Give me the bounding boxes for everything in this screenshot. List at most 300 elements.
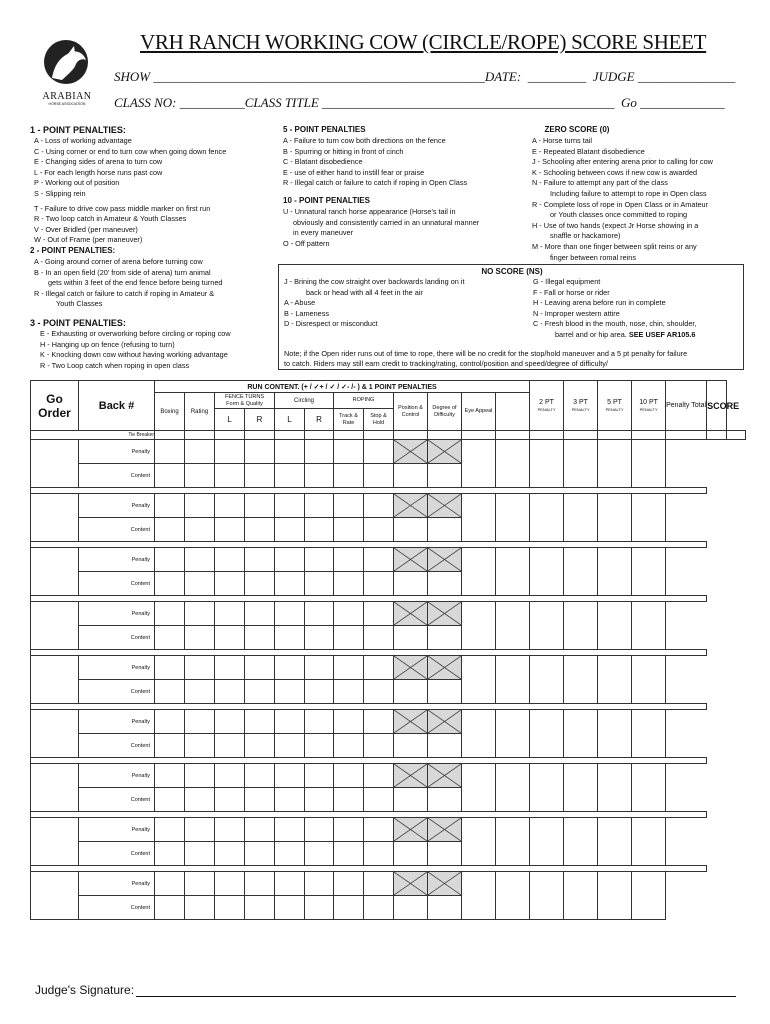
degree-crossed-cell <box>394 764 428 788</box>
tie-cell[interactable] <box>598 431 632 440</box>
score-cell[interactable] <box>632 818 666 866</box>
point-penalty-cell[interactable] <box>564 602 598 650</box>
penalty-cell[interactable] <box>364 656 394 680</box>
header-label: 2 PT <box>539 398 554 406</box>
score-cell[interactable] <box>632 494 666 542</box>
penalty-cell[interactable] <box>185 872 215 896</box>
penalty-cell[interactable] <box>215 764 245 788</box>
penalty-cell[interactable] <box>155 818 185 842</box>
row-label: Content <box>130 904 150 911</box>
content-cell[interactable] <box>428 464 462 488</box>
content-cell[interactable] <box>364 518 394 542</box>
content-cell[interactable] <box>155 518 185 542</box>
tie-cell[interactable] <box>245 431 275 440</box>
penalty-cell[interactable] <box>185 710 215 734</box>
content-cell[interactable] <box>305 734 334 758</box>
penalty-cell[interactable] <box>155 440 185 464</box>
penalty-cell[interactable] <box>275 872 305 896</box>
run-content-header: RUN CONTENT. (+ / ✓+ / ✓ / ✓- /- ) & 1 POINT PENALTIES <box>155 381 530 393</box>
tie-cell[interactable] <box>707 431 726 440</box>
content-cell[interactable] <box>185 572 215 596</box>
tie-cell[interactable] <box>726 431 745 440</box>
content-cell[interactable] <box>305 896 334 920</box>
content-cell[interactable] <box>364 626 394 650</box>
point-penalty-cell[interactable] <box>564 440 598 488</box>
row-label: Penalty <box>131 826 150 833</box>
content-cell[interactable] <box>275 626 305 650</box>
content-cell[interactable] <box>185 896 215 920</box>
penalty-total-cell[interactable] <box>598 548 632 596</box>
penalty-cell[interactable] <box>364 440 394 464</box>
penalty-cell[interactable] <box>305 872 334 896</box>
tie-cell[interactable] <box>334 431 364 440</box>
content-cell[interactable] <box>334 572 364 596</box>
no-score-box <box>278 264 744 370</box>
penalty-cell[interactable] <box>155 872 185 896</box>
point-penalty-cell[interactable] <box>530 818 564 866</box>
content-cell[interactable] <box>334 896 364 920</box>
penalty-total-cell[interactable] <box>598 764 632 812</box>
degree-crossed-cell <box>394 548 428 572</box>
signature-line[interactable] <box>136 996 736 997</box>
content-cell[interactable] <box>155 842 185 866</box>
content-cell[interactable] <box>215 680 245 704</box>
content-cell[interactable] <box>275 518 305 542</box>
point-penalty-cell[interactable] <box>496 764 530 812</box>
penalty-cell[interactable] <box>215 494 245 518</box>
point-penalty-cell[interactable] <box>564 548 598 596</box>
penalty-cell[interactable] <box>185 494 215 518</box>
one-point-penalties <box>30 124 280 246</box>
content-cell[interactable] <box>215 518 245 542</box>
penalty-cell[interactable] <box>364 764 394 788</box>
point-penalty-cell[interactable] <box>564 764 598 812</box>
point-penalty-cell[interactable] <box>462 872 496 920</box>
content-cell[interactable] <box>245 842 275 866</box>
penalty-cell[interactable] <box>245 764 275 788</box>
score-cell[interactable] <box>632 602 666 650</box>
tie-cell[interactable] <box>305 431 334 440</box>
penalty-cell[interactable] <box>364 548 394 572</box>
eye-appeal-crossed-cell <box>428 602 462 626</box>
penalty-cell[interactable] <box>245 440 275 464</box>
penalty-cell[interactable] <box>334 818 364 842</box>
content-cell[interactable] <box>185 626 215 650</box>
content-cell[interactable] <box>155 734 185 758</box>
content-cell[interactable] <box>394 518 428 542</box>
point-penalty-cell[interactable] <box>462 710 496 758</box>
crossed-out-icon <box>428 602 461 625</box>
penalty-total-cell[interactable] <box>598 710 632 758</box>
tie-cell[interactable] <box>155 431 185 440</box>
penalty-cell[interactable] <box>334 602 364 626</box>
rider-penalty-row <box>31 818 746 842</box>
content-cell[interactable] <box>305 572 334 596</box>
point-penalty-cell[interactable] <box>564 818 598 866</box>
penalty-line: E - Exhausting or overworking before circling or roping cow <box>40 329 231 338</box>
content-cell[interactable] <box>334 842 364 866</box>
eye-appeal-crossed-cell <box>428 764 462 788</box>
content-cell[interactable] <box>245 680 275 704</box>
point-penalty-cell[interactable] <box>462 764 496 812</box>
content-cell[interactable] <box>364 896 394 920</box>
content-cell[interactable] <box>155 626 185 650</box>
point-penalty-cell[interactable] <box>496 872 530 920</box>
content-row-label <box>79 464 155 488</box>
tie-cell[interactable] <box>394 431 428 440</box>
penalty-total-cell[interactable] <box>598 656 632 704</box>
go-order-cell[interactable] <box>31 440 79 488</box>
content-cell[interactable] <box>428 626 462 650</box>
penalty-row-label <box>79 710 155 734</box>
content-cell[interactable] <box>185 464 215 488</box>
penalty-total-cell[interactable] <box>598 602 632 650</box>
content-cell[interactable] <box>185 734 215 758</box>
penalty-cell[interactable] <box>275 602 305 626</box>
score-cell[interactable] <box>632 710 666 758</box>
point-penalty-cell[interactable] <box>496 494 530 542</box>
penalty-cell[interactable] <box>275 494 305 518</box>
content-cell[interactable] <box>155 896 185 920</box>
penalty-total-cell[interactable] <box>598 494 632 542</box>
penalty-total-cell[interactable] <box>598 818 632 866</box>
content-cell[interactable] <box>275 896 305 920</box>
content-cell[interactable] <box>394 896 428 920</box>
penalty-cell[interactable] <box>275 656 305 680</box>
point-penalty-cell[interactable] <box>496 602 530 650</box>
content-cell[interactable] <box>185 842 215 866</box>
penalty-cell[interactable] <box>305 710 334 734</box>
content-cell[interactable] <box>215 626 245 650</box>
content-cell[interactable] <box>245 626 275 650</box>
penalty-cell[interactable] <box>364 494 394 518</box>
content-cell[interactable] <box>428 788 462 812</box>
penalty-cell[interactable] <box>245 602 275 626</box>
penalty-cell[interactable] <box>275 764 305 788</box>
penalty-cell[interactable] <box>305 440 334 464</box>
content-cell[interactable] <box>305 788 334 812</box>
penalty-cell[interactable] <box>275 440 305 464</box>
point-penalty-cell[interactable] <box>496 656 530 704</box>
penalty-cell[interactable] <box>185 764 215 788</box>
penalty-cell[interactable] <box>215 872 245 896</box>
tie-cell[interactable] <box>364 431 394 440</box>
penalty-cell[interactable] <box>334 440 364 464</box>
penalty-cell[interactable] <box>215 548 245 572</box>
content-cell[interactable] <box>428 896 462 920</box>
tie-cell[interactable] <box>185 431 215 440</box>
section-heading: ZERO SCORE (0) <box>544 125 610 134</box>
go-order-cell[interactable] <box>31 548 79 596</box>
content-cell[interactable] <box>394 842 428 866</box>
point-penalty-cell[interactable] <box>496 548 530 596</box>
penalty-cell[interactable] <box>275 818 305 842</box>
rider-penalty-row <box>31 872 746 896</box>
penalty-cell[interactable] <box>185 818 215 842</box>
content-cell[interactable] <box>155 788 185 812</box>
penalty-cell[interactable] <box>245 656 275 680</box>
penalty-line: B - Lameness <box>284 308 330 318</box>
point-penalty-cell[interactable] <box>496 440 530 488</box>
tie-cell[interactable] <box>564 431 598 440</box>
penalty-row-label <box>79 818 155 842</box>
content-cell[interactable] <box>334 680 364 704</box>
tie-cell[interactable] <box>666 431 707 440</box>
note-line: Note; if the Open rider runs out of time to rope, there will be no credit for the stop/hold maneuver and a 5 pt penalty for failure <box>284 349 688 358</box>
rider-penalty-row <box>31 656 746 680</box>
penalty-cell[interactable] <box>215 710 245 734</box>
content-cell[interactable] <box>428 734 462 758</box>
content-cell[interactable] <box>394 626 428 650</box>
point-penalty-cell[interactable] <box>462 548 496 596</box>
point-penalty-cell[interactable] <box>564 710 598 758</box>
content-cell[interactable] <box>334 518 364 542</box>
point-penalty-cell[interactable] <box>530 602 564 650</box>
content-cell[interactable] <box>394 788 428 812</box>
penalty-cell[interactable] <box>334 656 364 680</box>
go-order-cell[interactable] <box>31 494 79 542</box>
content-cell[interactable] <box>428 680 462 704</box>
content-cell[interactable] <box>334 788 364 812</box>
penalty-cell[interactable] <box>305 818 334 842</box>
content-cell[interactable] <box>334 464 364 488</box>
content-cell[interactable] <box>275 842 305 866</box>
content-cell[interactable] <box>245 464 275 488</box>
content-cell[interactable] <box>215 464 245 488</box>
penalty-cell[interactable] <box>305 548 334 572</box>
header-sublabel: PENALTY <box>571 406 590 412</box>
content-cell[interactable] <box>364 842 394 866</box>
penalty-cell[interactable] <box>185 440 215 464</box>
point-penalty-cell[interactable] <box>530 656 564 704</box>
section-heading: 5 - POINT PENALTIES <box>283 125 366 134</box>
point-penalty-cell[interactable] <box>462 494 496 542</box>
content-cell[interactable] <box>275 788 305 812</box>
content-row-label <box>79 842 155 866</box>
penalty-cell[interactable] <box>245 548 275 572</box>
content-cell[interactable] <box>305 464 334 488</box>
five-point-penalties <box>283 124 523 189</box>
penalty-total-cell[interactable] <box>598 872 632 920</box>
point-penalty-cell[interactable] <box>462 602 496 650</box>
content-cell[interactable] <box>185 680 215 704</box>
content-cell[interactable] <box>215 572 245 596</box>
penalty-cell[interactable] <box>215 440 245 464</box>
point-penalty-cell[interactable] <box>530 548 564 596</box>
content-cell[interactable] <box>245 518 275 542</box>
go-order-cell[interactable] <box>31 602 79 650</box>
penalty-cell[interactable] <box>305 602 334 626</box>
content-cell[interactable] <box>215 788 245 812</box>
score-cell[interactable] <box>632 440 666 488</box>
point-penalty-cell[interactable] <box>530 764 564 812</box>
tie-cell[interactable] <box>462 431 496 440</box>
penalty-cell[interactable] <box>305 764 334 788</box>
content-cell[interactable] <box>428 842 462 866</box>
penalty-line: R - Illegal catch or failure to catch if roping in Amateur & <box>34 288 215 298</box>
penalty-line: R - Two loop catch in Amateur & Youth Classes <box>34 214 187 224</box>
header-label: FENCE TURNS <box>224 393 264 400</box>
crossed-out-icon <box>428 764 461 787</box>
content-cell[interactable] <box>394 572 428 596</box>
content-cell[interactable] <box>334 734 364 758</box>
penalty-cell[interactable] <box>275 548 305 572</box>
go-order-cell[interactable] <box>31 872 79 920</box>
content-cell[interactable] <box>275 734 305 758</box>
penalty-cell[interactable] <box>334 764 364 788</box>
penalty-cell[interactable] <box>185 602 215 626</box>
content-cell[interactable] <box>245 572 275 596</box>
content-cell[interactable] <box>394 464 428 488</box>
score-cell[interactable] <box>632 764 666 812</box>
penalty-cell[interactable] <box>245 494 275 518</box>
point-penalty-cell[interactable] <box>564 656 598 704</box>
penalty-cell[interactable] <box>364 818 394 842</box>
logo-subtitle: HORSE ASSOCIATION <box>48 102 86 106</box>
content-cell[interactable] <box>364 734 394 758</box>
go-order-cell[interactable] <box>31 656 79 704</box>
content-cell[interactable] <box>185 518 215 542</box>
content-cell[interactable] <box>275 572 305 596</box>
go-order-cell[interactable] <box>31 710 79 758</box>
point-penalty-cell[interactable] <box>530 440 564 488</box>
penalty-cell[interactable] <box>364 710 394 734</box>
content-cell[interactable] <box>275 464 305 488</box>
penalty-line: L - For each length horse runs past cow <box>34 167 163 177</box>
tie-cell[interactable] <box>215 431 245 440</box>
content-cell[interactable] <box>245 788 275 812</box>
content-cell[interactable] <box>364 572 394 596</box>
content-cell[interactable] <box>305 626 334 650</box>
penalty-cell[interactable] <box>155 710 185 734</box>
content-cell[interactable] <box>428 572 462 596</box>
penalty-cell[interactable] <box>215 818 245 842</box>
point-penalty-cell[interactable] <box>564 872 598 920</box>
content-row-label <box>79 626 155 650</box>
content-cell[interactable] <box>275 680 305 704</box>
point-penalty-cell[interactable] <box>496 818 530 866</box>
score-cell[interactable] <box>632 872 666 920</box>
penalty-cell[interactable] <box>215 656 245 680</box>
content-cell[interactable] <box>394 734 428 758</box>
penalty-cell[interactable] <box>334 548 364 572</box>
content-row-label <box>79 788 155 812</box>
point-penalty-cell[interactable] <box>530 494 564 542</box>
penalty-cell[interactable] <box>364 602 394 626</box>
three-point-penalties <box>30 317 280 371</box>
content-cell[interactable] <box>245 734 275 758</box>
penalty-line: finger between romal reins <box>550 252 636 262</box>
penalty-cell[interactable] <box>245 710 275 734</box>
penalty-cell[interactable] <box>155 548 185 572</box>
row-label: Penalty <box>131 610 150 617</box>
point-penalty-cell[interactable] <box>462 656 496 704</box>
penalty-line: E - Repeated Blatant disobedience <box>532 146 645 156</box>
penalty-cell[interactable] <box>245 872 275 896</box>
penalty-cell[interactable] <box>334 494 364 518</box>
crossed-out-icon <box>394 656 427 679</box>
content-cell[interactable] <box>215 734 245 758</box>
tie-cell[interactable] <box>632 431 666 440</box>
point-penalty-cell[interactable] <box>564 494 598 542</box>
score-cell[interactable] <box>632 656 666 704</box>
content-cell[interactable] <box>185 788 215 812</box>
penalty-cell[interactable] <box>155 494 185 518</box>
penalty-line: Including failure to attempt to rope in Open class <box>550 188 707 198</box>
penalty-cell[interactable] <box>185 548 215 572</box>
penalty-cell[interactable] <box>305 656 334 680</box>
track-rate-header: Track & Rate <box>334 409 364 431</box>
tie-cell[interactable] <box>496 431 530 440</box>
horse-head-icon <box>38 38 96 86</box>
penalty-line: H - Hanging up on fence (refusing to turn) <box>40 339 175 349</box>
penalty-cell[interactable] <box>334 872 364 896</box>
penalty-row-label <box>79 764 155 788</box>
penalty-cell[interactable] <box>275 710 305 734</box>
penalty-cell[interactable] <box>185 656 215 680</box>
point-penalty-cell[interactable] <box>530 872 564 920</box>
no-score-left <box>284 277 524 330</box>
note-line: to catch. Riders may still earn credit to tracking/rating, control/position and speed/degree of difficulty/ <box>284 359 608 368</box>
content-cell[interactable] <box>155 464 185 488</box>
go-order-cell[interactable] <box>31 764 79 812</box>
header-label: 3 PT <box>573 398 588 406</box>
penalty-cell[interactable] <box>155 764 185 788</box>
penalty-cell[interactable] <box>334 710 364 734</box>
content-cell[interactable] <box>364 680 394 704</box>
content-cell[interactable] <box>305 518 334 542</box>
content-cell[interactable] <box>394 680 428 704</box>
content-cell[interactable] <box>155 572 185 596</box>
crossed-out-icon <box>394 710 427 733</box>
rider-penalty-row <box>31 494 746 518</box>
penalty-cell[interactable] <box>364 872 394 896</box>
penalty-total-cell[interactable] <box>598 440 632 488</box>
penalty-line: A - Horse turns tail <box>532 136 593 145</box>
point-penalty-cell[interactable] <box>496 710 530 758</box>
penalty-cell[interactable] <box>215 602 245 626</box>
point-penalty-cell[interactable] <box>530 710 564 758</box>
content-cell[interactable] <box>155 680 185 704</box>
content-cell[interactable] <box>215 842 245 866</box>
crossed-out-icon <box>428 494 461 517</box>
penalty-line: U - Unnatural ranch horse appearance (Horse's tail in <box>283 207 456 216</box>
penalty-cell[interactable] <box>305 494 334 518</box>
penalty-line: A - Loss of working advantage <box>34 136 132 145</box>
content-cell[interactable] <box>428 518 462 542</box>
penalty-line: gets within 3 feet of the end fence before being turned <box>48 278 223 288</box>
content-cell[interactable] <box>215 896 245 920</box>
content-cell[interactable] <box>305 842 334 866</box>
content-cell[interactable] <box>245 896 275 920</box>
penalty-row-label <box>79 494 155 518</box>
content-cell[interactable] <box>364 788 394 812</box>
tie-cell[interactable] <box>275 431 305 440</box>
content-cell[interactable] <box>305 680 334 704</box>
score-cell[interactable] <box>632 548 666 596</box>
point-penalty-cell[interactable] <box>462 818 496 866</box>
point-penalty-cell[interactable] <box>462 440 496 488</box>
content-cell[interactable] <box>364 464 394 488</box>
penalty-cell[interactable] <box>245 818 275 842</box>
content-cell[interactable] <box>334 626 364 650</box>
penalty-cell[interactable] <box>155 656 185 680</box>
tie-cell[interactable] <box>428 431 462 440</box>
tie-cell[interactable] <box>530 431 564 440</box>
go-order-cell[interactable] <box>31 818 79 866</box>
penalty-line: M - More than one finger between split reins or any <box>532 241 697 251</box>
penalty-cell[interactable] <box>155 602 185 626</box>
